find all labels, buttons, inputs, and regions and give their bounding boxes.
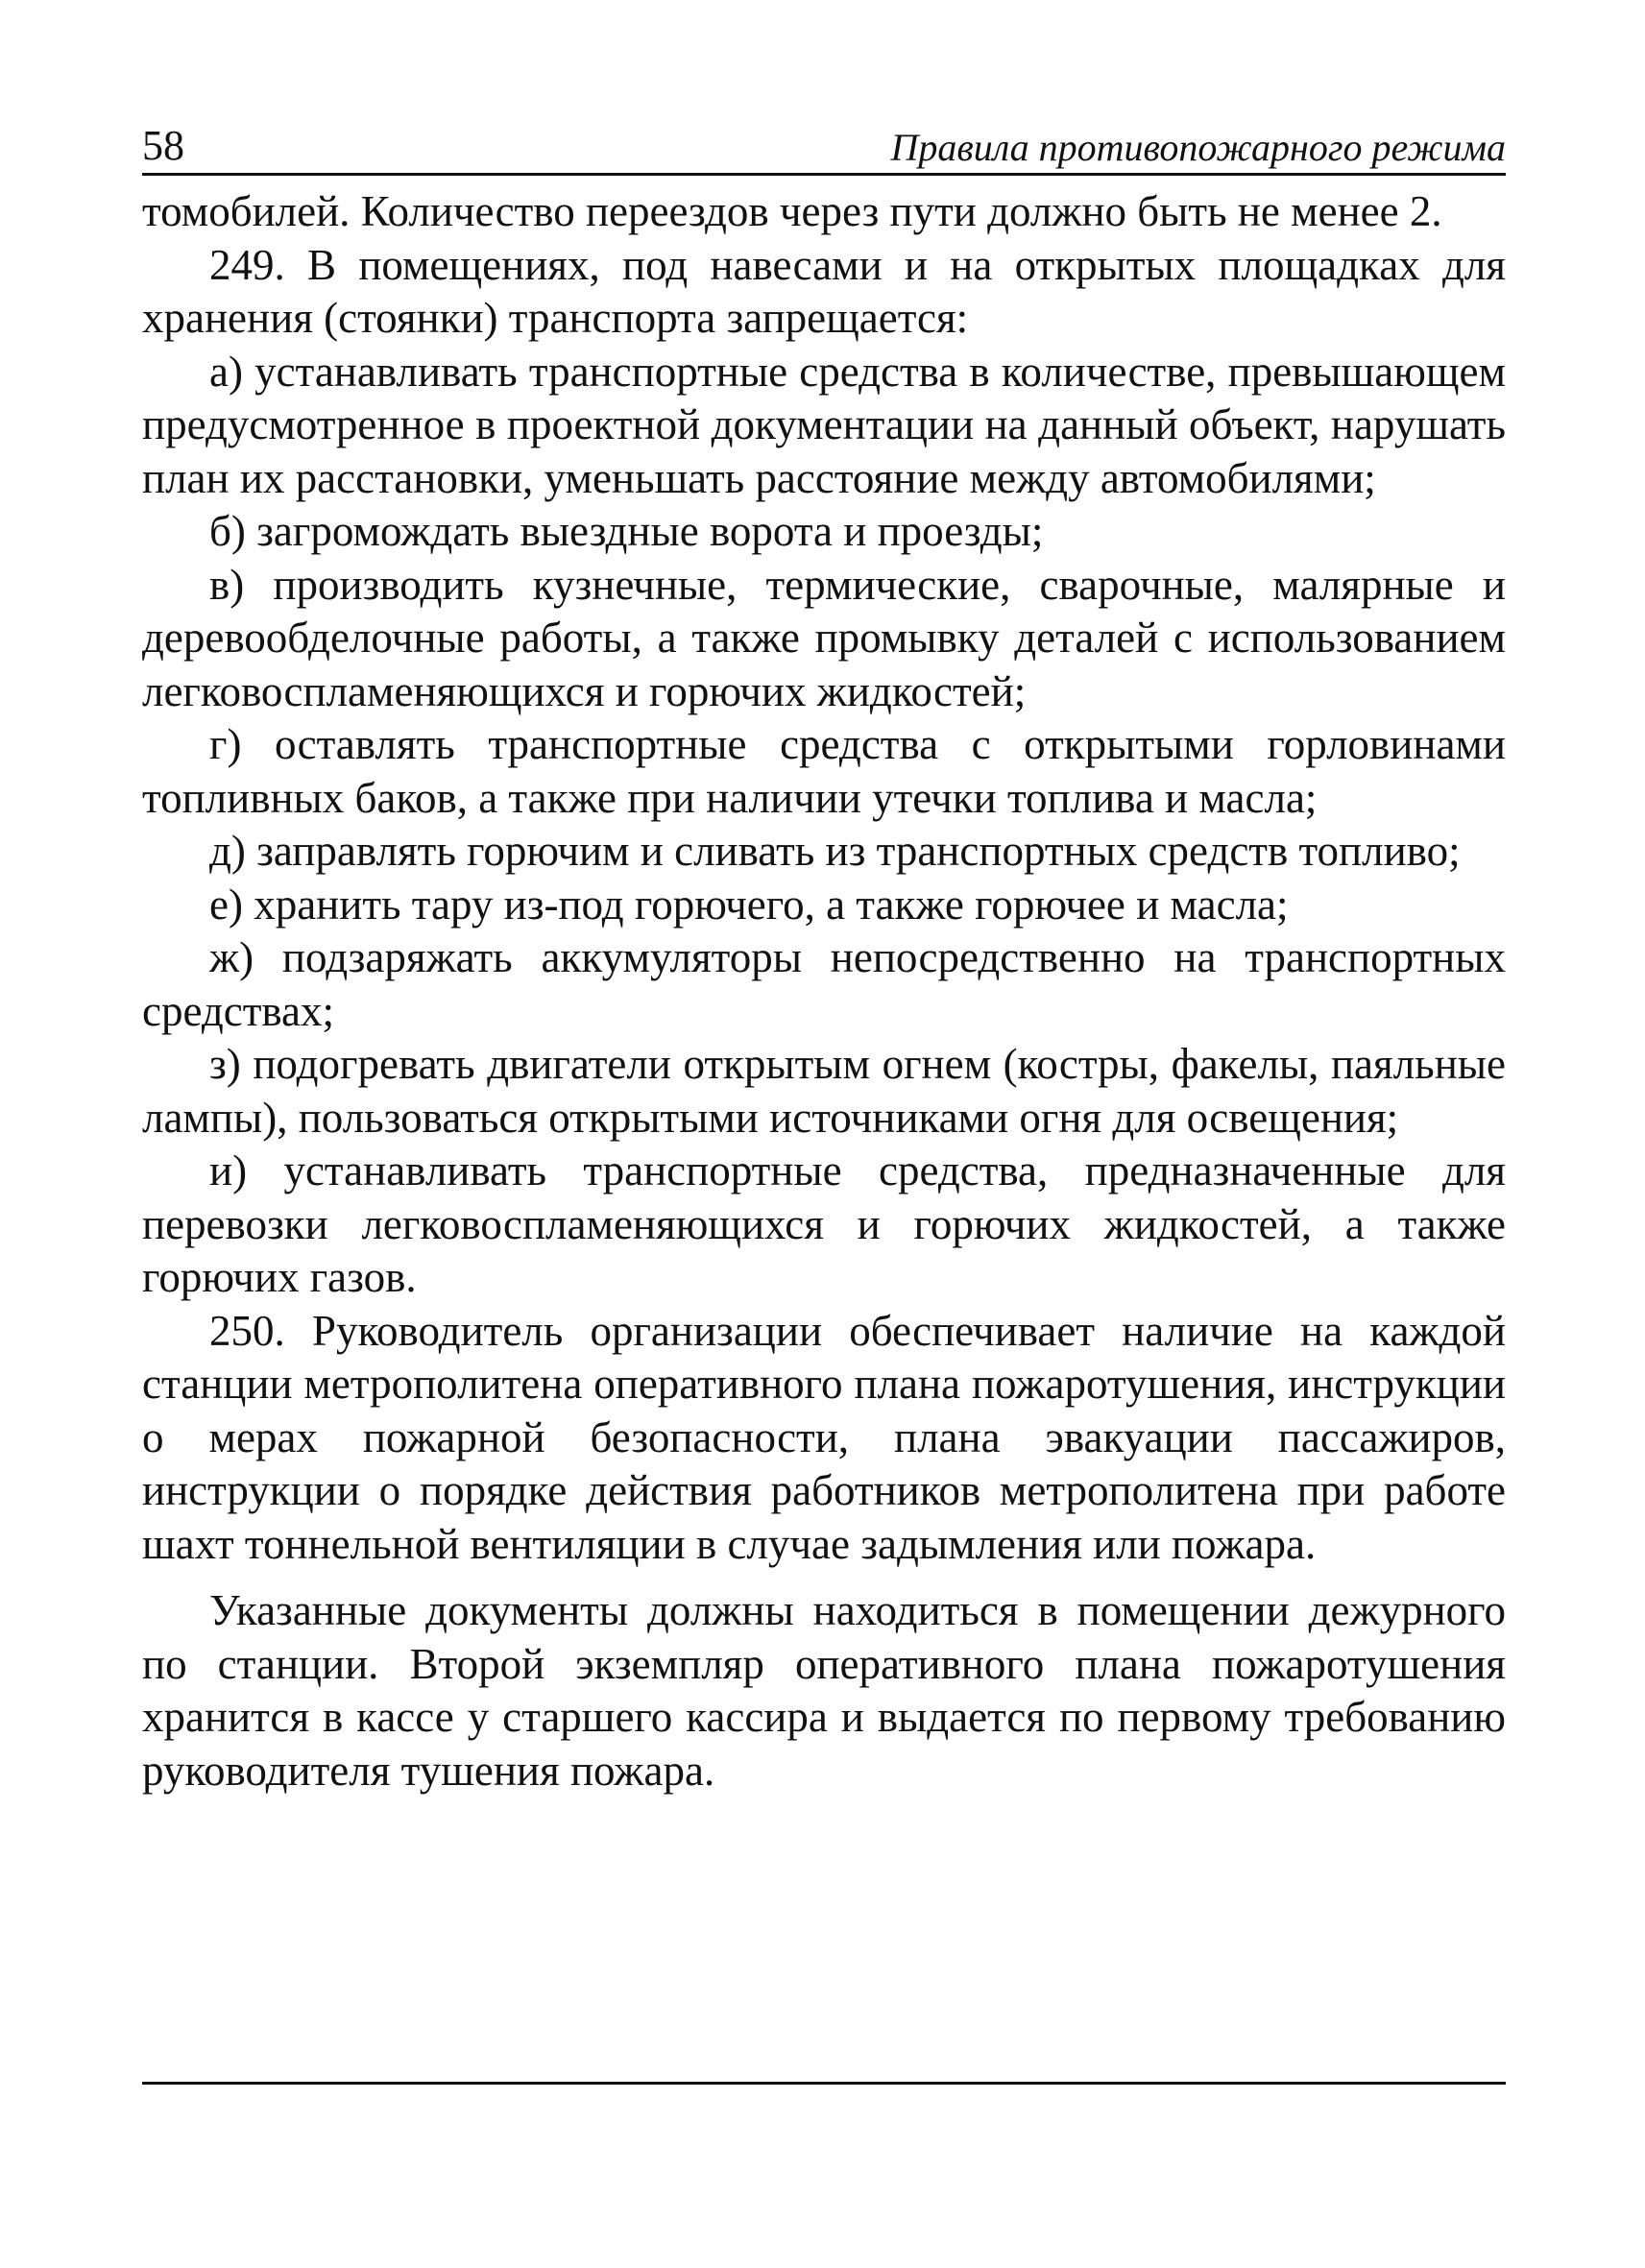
document-page xyxy=(142,113,1506,1798)
page-number: 58 xyxy=(142,122,184,169)
list-item-e: е) хранить тару из-под горючего, а также горючее и масла; xyxy=(209,880,1289,929)
paragraph-249: 249. В помещениях, под навесами и на открытых площадках для хранения (стоянки) транспорта запрещается: xyxy=(142,240,1506,342)
paragraph-continuation: томобилей. Количество переездов через пути должно быть не менее 2. xyxy=(142,187,1442,235)
list-item-g: г) оставлять транспортные средства с открытыми горловинами топливных баков, а также при наличии утечки топлива и масла; xyxy=(142,720,1506,822)
list-item-v: в) производить кузнечные, термические, сварочные, малярные и деревообделочные работы, а также промывку деталей с использованием легковоспламеняющихся и горючих жидкостей; xyxy=(142,560,1506,715)
bottom-rule xyxy=(142,2082,1506,2085)
list-item-d: д) заправлять горючим и сливать из транспортных средств топливо; xyxy=(209,827,1461,875)
page-header xyxy=(142,113,1506,176)
list-item-i: и) устанавливать транспортные средства, предназначенные для перевозки легковоспламеняющихся и горючих жидкостей, а также горючих газов. xyxy=(142,1146,1506,1301)
paragraph-documents: Указанные документы должны находиться в помещении дежурного по станции. Второй экземпляр оперативного плана пожаротушения хранится в кассе у старшего кассира и выдается по первому требованию руководителя тушения пожара. xyxy=(142,1586,1506,1795)
running-title: Правила противопожарного режима xyxy=(890,126,1506,169)
list-item-a: а) устанавливать транспортные средства в количестве, превышающем предусмотренное в проектной документации на данный объект, нарушать план их расстановки, уменьшать расстояние между автомобилями; xyxy=(142,347,1506,502)
list-item-z: з) подогревать двигатели открытым огнем (костры, факелы, паяльные лампы), пользоваться открытыми источниками огня для освещения; xyxy=(142,1040,1506,1142)
paragraph-250: 250. Руководитель организации обеспечивает наличие на каждой станции метрополитена оперативного плана пожаротушения, инструкции о мерах пожарной безопасности, плана эвакуации пассажиров, инструкции о порядке действия работников метрополитена при работе шахт тоннельной вентиляции в случае задымления или пожара. xyxy=(142,1306,1506,1568)
list-item-zh: ж) подзаряжать аккумуляторы непосредственно на транспортных средствах; xyxy=(142,933,1506,1035)
body-text xyxy=(142,185,1506,1798)
list-item-b: б) загромождать выездные ворота и проезды; xyxy=(209,507,1044,555)
